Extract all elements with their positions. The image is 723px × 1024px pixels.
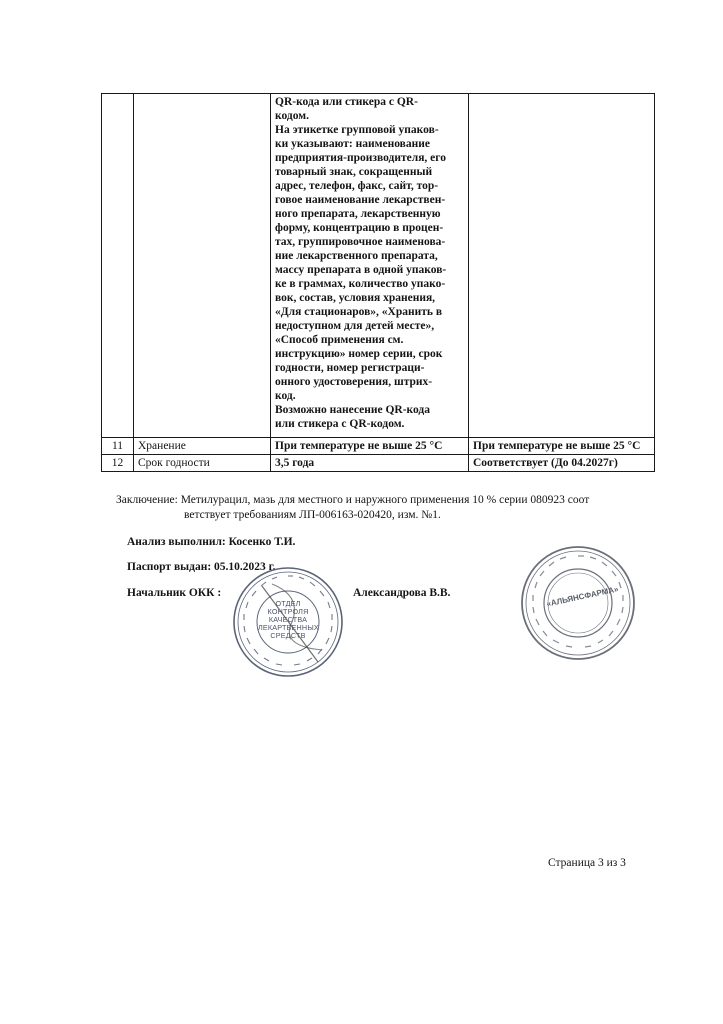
analysis-performed-by: Анализ выполнил: Косенко Т.И. — [127, 536, 296, 548]
spec-table — [101, 93, 655, 472]
conclusion-line-2: ветствует требованиям ЛП-006163-020420, изм. №1. — [184, 509, 441, 521]
requirement-line: говое наименование лекарствен- — [275, 194, 446, 206]
requirement-line: ке в граммах, количество упако- — [275, 278, 446, 290]
requirement-line: ного препарата, лекарственную — [275, 208, 441, 220]
requirement-line: инструкцию» номер серии, срок — [275, 348, 443, 360]
stamp-seal-icon — [232, 566, 344, 678]
result-cell: При температуре не выше 25 °С — [469, 438, 655, 455]
seal-center-text: «АЛЬЯНСФАРМА» — [545, 584, 620, 609]
requirement-line: код. — [275, 390, 296, 402]
requirement-line: тах, группировочное наименова- — [275, 236, 446, 248]
row-name-cell: Срок годности — [134, 455, 271, 472]
requirement-line: или стикера с QR-кодом. — [275, 418, 405, 430]
row-name-cell: Хранение — [134, 438, 271, 455]
requirement-cell: При температуре не выше 25 °С — [271, 438, 469, 455]
row-name-cell — [134, 94, 271, 438]
requirement-line: На этикетке групповой упаков- — [275, 124, 439, 136]
result-cell: Соответствует (До 04.2027г) — [469, 455, 655, 472]
requirement-line: «Способ применения см. — [275, 334, 404, 346]
table-row-shelf-life — [102, 455, 655, 472]
page-number: Страница 3 из 3 — [548, 857, 626, 869]
requirement-cell — [271, 94, 469, 438]
requirement-line: адрес, телефон, факс, сайт, тор- — [275, 180, 439, 192]
table-row-labeling — [102, 94, 655, 438]
requirement-line: предприятия-производителя, его — [275, 152, 446, 164]
conclusion-line-1: Заключение: Метилурацил, мазь для местного и наружного применения 10 % серии 080923 соот — [116, 494, 590, 506]
requirement-line: недоступном для детей месте», — [275, 320, 435, 332]
requirement-line: QR-кода или стикера с QR- — [275, 96, 418, 108]
requirement-line: массу препарата в одной упаков- — [275, 264, 447, 276]
requirement-line: ние лекарственного препарата, — [275, 250, 438, 262]
row-number-cell: 11 — [102, 438, 134, 455]
company-seal-icon — [520, 545, 636, 661]
requirement-line: «Для стационаров», «Хранить в — [275, 306, 443, 318]
head-qc-name: Александрова В.В. — [353, 587, 451, 599]
head-qc-label: Начальник ОКК : — [127, 587, 222, 599]
conclusion — [116, 493, 616, 523]
row-number-cell: 12 — [102, 455, 134, 472]
passport-issued-date: Паспорт выдан: 05.10.2023 г. — [127, 561, 276, 573]
company-seal-stamp — [520, 545, 636, 661]
requirement-line: ки указывают: наименование — [275, 138, 430, 150]
requirement-line: онного удостоверения, штрих- — [275, 376, 433, 388]
result-cell — [469, 94, 655, 438]
stamp-center-text: ОТДЕЛ КОНТРОЛЯ КАЧЕСТВА ЛЕКАРТВЕННЫХ СРЕДСТВ — [258, 599, 319, 640]
requirement-line: товарный знак, сокращенный — [275, 166, 433, 178]
requirement-line: кодом. — [275, 110, 309, 122]
requirement-line: форму, концентрацию в процен- — [275, 222, 444, 234]
requirement-cell: 3,5 года — [271, 455, 469, 472]
qc-department-stamp — [232, 566, 344, 678]
table-row-storage — [102, 438, 655, 455]
requirement-line: годности, номер регистраци- — [275, 362, 425, 374]
row-number-cell — [102, 94, 134, 438]
requirement-line: вок, состав, условия хранения, — [275, 292, 436, 304]
requirement-line: Возможно нанесение QR-кода — [275, 404, 430, 416]
